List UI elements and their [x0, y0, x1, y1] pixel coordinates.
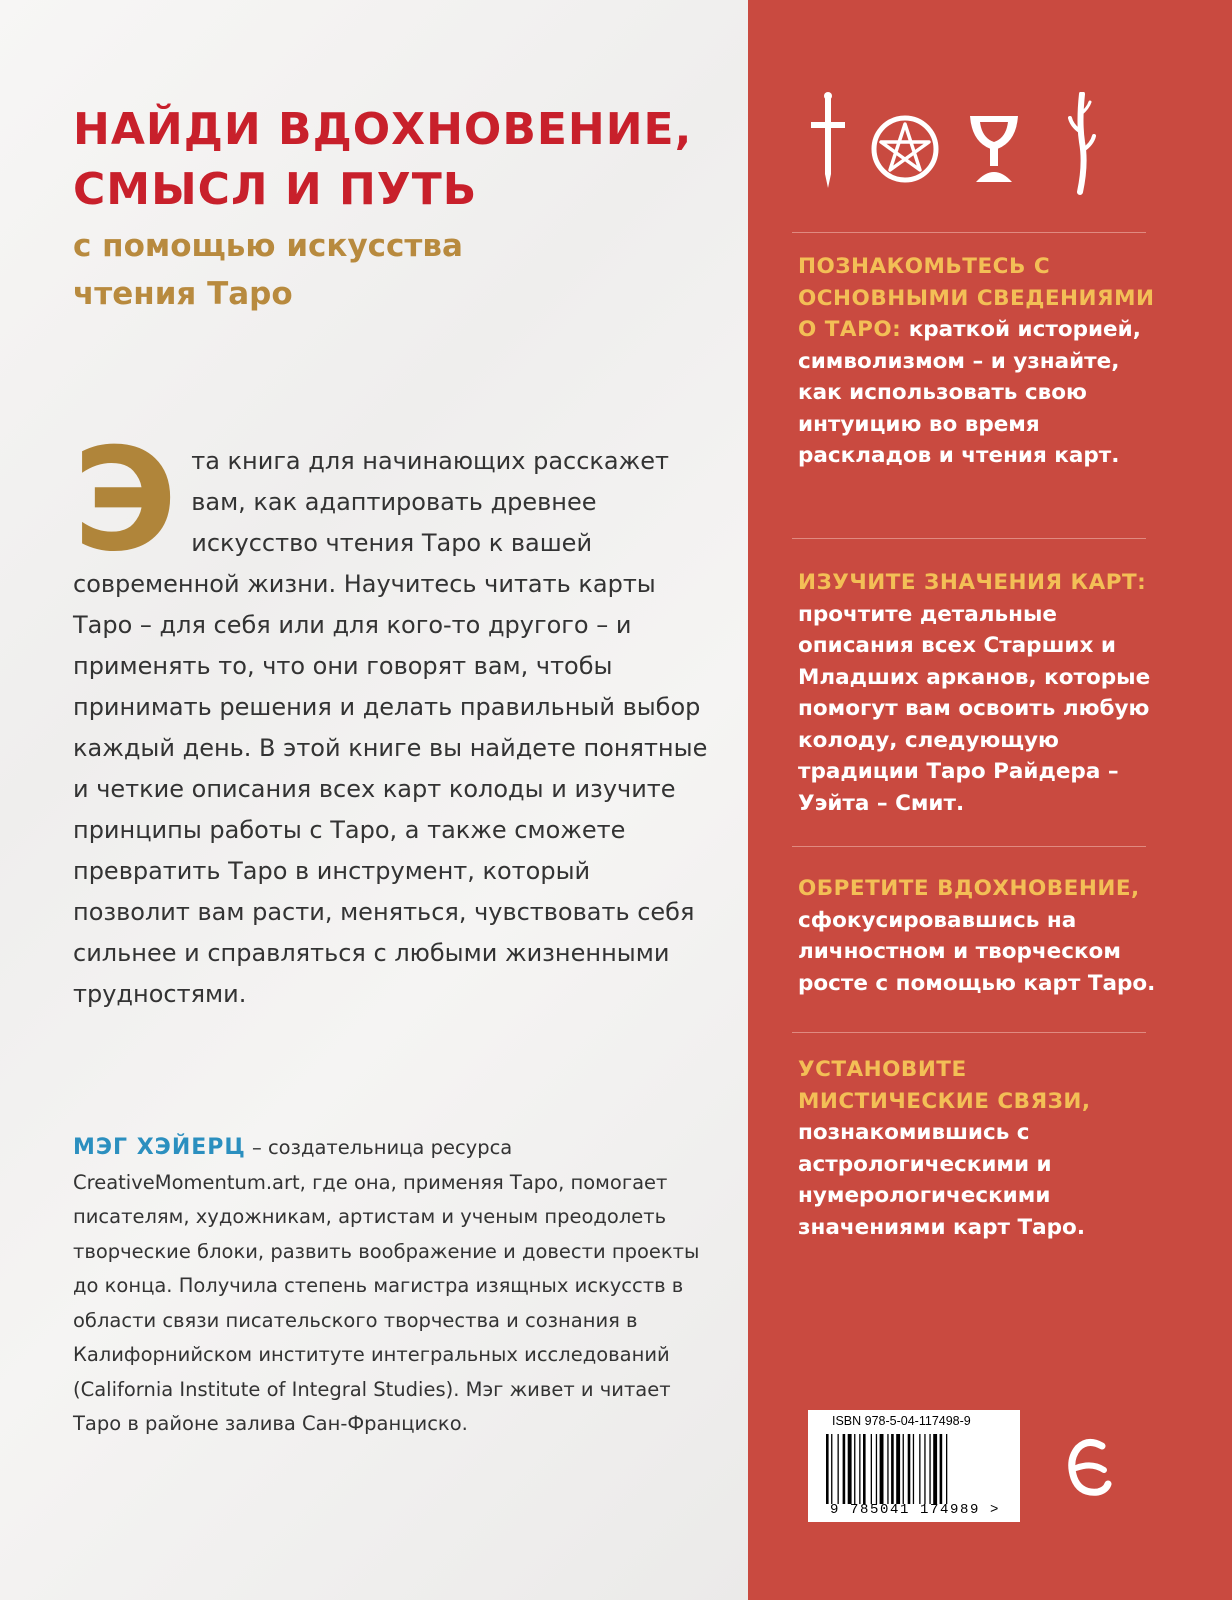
intro-paragraph: [73, 418, 713, 1015]
subtitle-line-2: чтения Таро: [73, 276, 293, 312]
divider: [792, 1032, 1146, 1033]
barcode-bar: [908, 1434, 911, 1504]
barcode-bar: [929, 1434, 930, 1504]
sword-icon: [808, 92, 848, 192]
intro-text: та книга для начинающих расскажет вам, как адаптировать древнее искусство чтения Таро к вашей современной жизни. Научитесь читать карты Таро – для себя или для кого-то другого – и применять то, что они говорят вам, чтобы принимать решения и делать правильный выбор каждый день. В этой книге вы найдете понятные и четкие описания всех карт колоды и изучите принципы работы с Таро, а также сможете превратить Таро в инструмент, который позволит вам расти, меняться, чувствовать себя сильнее и справляться с любыми жизненными трудностями.: [73, 447, 708, 1008]
barcode-bar: [843, 1434, 846, 1504]
author-bio-text: – создательница ресурса CreativeMomentum.art, где она, применяя Таро, помогает писателям, художникам, артистам и ученым преодолеть творческие блоки, развить воображение и довести проекты до конца. Получила степень магистра изящных искусств в области связи писательского творчества и сознания в Калифорнийском институте интегральных исследований (California Institute of Integral Studies). Мэг живет и читает Таро в районе залива Сан-Франциско.: [73, 1136, 700, 1435]
headline-line-1: НАЙДИ ВДОХНОВЕНИЕ,: [73, 104, 693, 155]
feature-highlight: ПОЗНАКОМЬТЕСЬ С ОСНОВНЫМИ СВЕДЕНИЯМИ О ТАРО:: [798, 254, 1155, 342]
barcode-bar: [876, 1434, 877, 1504]
publisher-logo-icon: [1066, 1432, 1112, 1502]
barcode-bar: [903, 1434, 904, 1504]
subtitle-line-1: с помощью искусства: [73, 228, 463, 264]
isbn-label: ISBN 978-5-04-117498-9: [832, 1414, 971, 1428]
barcode-bar: [896, 1434, 900, 1504]
feature-text: познакомившись с астрологическими и нумерологическими значениями карт Таро.: [798, 1120, 1085, 1240]
barcode-bar: [871, 1434, 872, 1504]
author-name: МЭГ ХЭЙЕРЦ: [73, 1135, 246, 1160]
divider: [792, 846, 1146, 847]
barcode-bar: [891, 1434, 894, 1504]
barcode-bar: [924, 1434, 925, 1504]
cup-icon: [966, 112, 1022, 186]
headline: [73, 100, 713, 220]
barcode-bars: [824, 1434, 1004, 1504]
drop-cap: Э: [73, 418, 178, 583]
barcode-bar: [859, 1434, 860, 1504]
wand-icon: [1058, 92, 1108, 196]
feature-block-mystic: [798, 1054, 1158, 1243]
feature-block-meanings: [798, 567, 1158, 819]
barcode-bar: [854, 1434, 855, 1504]
feature-text: сфокусировавшись на личностном и творческом росте с помощью карт Таро.: [798, 907, 1156, 996]
barcode-bar: [887, 1434, 888, 1504]
tarot-suits-row: [808, 92, 1138, 202]
barcode: [808, 1410, 1020, 1522]
barcode-bar: [838, 1434, 839, 1504]
barcode-digits: 9 785041 174989 >: [830, 1502, 1001, 1518]
feature-highlight: УСТАНОВИТЕ МИСТИЧЕСКИЕ СВЯЗИ,: [798, 1057, 1091, 1114]
barcode-bar: [863, 1434, 866, 1504]
divider: [792, 232, 1146, 233]
feature-block-basics: [798, 251, 1158, 472]
barcode-bar: [940, 1434, 943, 1504]
barcode-bar: [919, 1434, 920, 1504]
feature-block-inspiration: [798, 873, 1158, 999]
barcode-bar: [880, 1434, 884, 1504]
barcode-bar: [946, 1434, 947, 1504]
subtitle: [73, 222, 673, 318]
divider: [792, 538, 1146, 539]
barcode-bar: [933, 1434, 937, 1504]
feature-highlight: ИЗУЧИТЕ ЗНАЧЕНИЯ КАРТ:: [798, 570, 1147, 595]
barcode-bar: [831, 1434, 832, 1504]
pentacle-icon: [870, 114, 940, 184]
headline-line-2: СМЫСЛ И ПУТЬ: [73, 164, 478, 215]
barcode-bar: [848, 1434, 852, 1504]
author-bio: [73, 1131, 713, 1442]
barcode-bar: [826, 1434, 829, 1504]
feature-text: прочтите детальные описания всех Старших и Младших арканов, которые помогут вам освоить любую колоду, следующую традиции Таро Райдера – Уэйта – Смит.: [798, 601, 1151, 816]
feature-text: краткой историей, символизмом – и узнайте, как использовать свою интуицию во время раскладов и чтения карт.: [798, 317, 1141, 468]
barcode-bar: [913, 1434, 914, 1504]
feature-highlight: ОБРЕТИТЕ ВДОХНОВЕНИЕ,: [798, 876, 1140, 901]
